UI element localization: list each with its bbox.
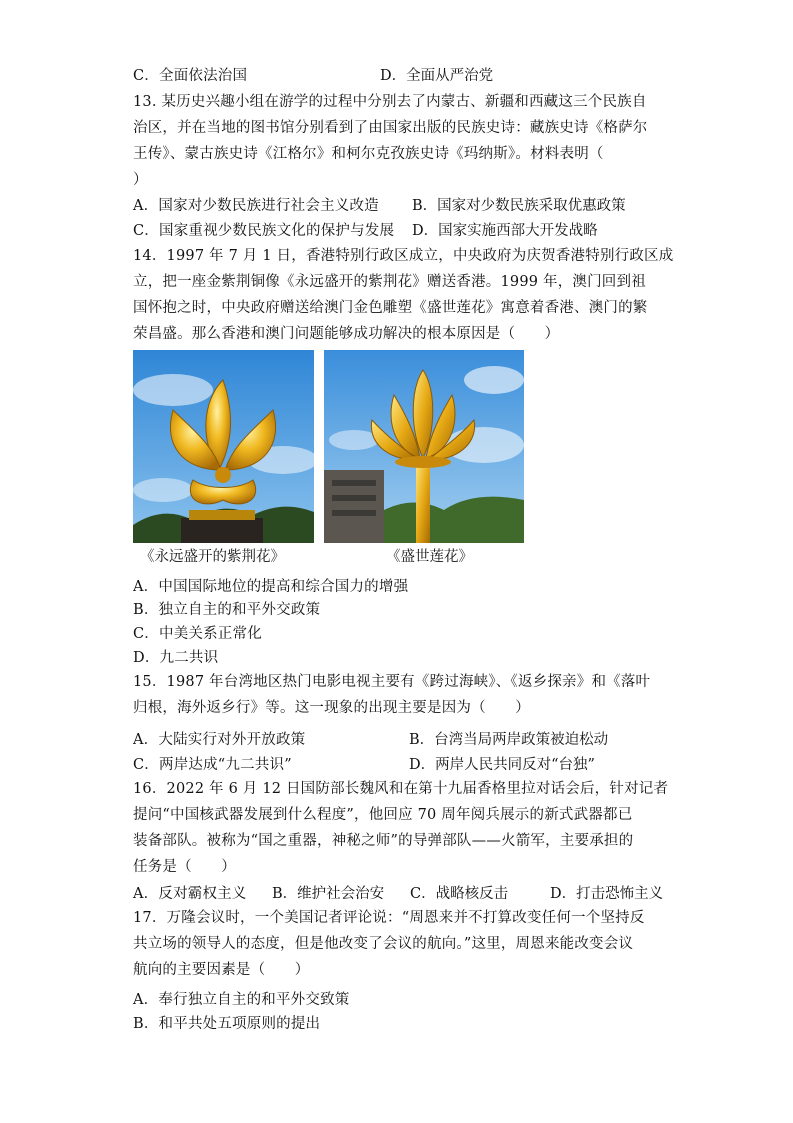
q17-option-b: B．和平共处五项原则的提出 <box>133 1016 321 1032</box>
q15-text-line-1: 15．1987 年台湾地区热门电影电视主要有《跨过海峡》、《返乡探亲》和《落叶 <box>133 674 651 690</box>
q16-text-line-4: 任务是（ ） <box>133 859 236 875</box>
q13-option-a: A．国家对少数民族进行社会主义改造 <box>133 198 379 214</box>
q16-text-line-1: 16．2022 年 6 月 12 日国防部长魏风和在第十九届香格里拉对话会后，针对记者 <box>133 781 669 797</box>
q16-option-a: A．反对霸权主义 <box>133 886 247 902</box>
q12-option-d: D．全面从严治党 <box>380 68 494 84</box>
q14-option-a: A．中国国际地位的提高和综合国力的增强 <box>133 579 409 595</box>
q16-text-line-3: 装备部队。被称为“国之重器，神秘之师”的导弹部队——火箭军，主要承担的 <box>133 833 634 849</box>
bauhinia-caption: 《永远盛开的紫荆花》 <box>140 549 285 565</box>
q17-text-line-3: 航向的主要因素是（ ） <box>133 962 310 978</box>
q13-option-d: D．国家实施西部大开发战略 <box>412 223 598 239</box>
q13-text-line-3: 王传》、蒙古族史诗《江格尔》和柯尔克孜族史诗《玛纳斯》。材料表明（ <box>133 146 604 162</box>
lotus-caption: 《盛世莲花》 <box>386 549 473 565</box>
q16-option-b: B．维护社会治安 <box>272 886 385 902</box>
q14-option-c: C．中美关系正常化 <box>133 626 262 642</box>
q13-option-b: B．国家对少数民族采取优惠政策 <box>412 198 626 214</box>
q13-option-c: C．国家重视少数民族文化的保护与发展 <box>133 223 395 239</box>
q17-text-line-1: 17．万隆会议时，一个美国记者评论说：“周恩来并不打算改变任何一个坚持反 <box>133 910 645 926</box>
q13-text-line-2: 治区，并在当地的图书馆分别看到了由国家出版的民族史诗：藏族史诗《格萨尔 <box>133 120 648 136</box>
q14-text-line-4: 荣昌盛。那么香港和澳门问题能够成功解决的根本原因是（ ） <box>133 326 560 342</box>
q17-text-line-2: 共立场的领导人的态度，但是他改变了会议的航向。”这里，周恩来能改变会议 <box>133 936 634 952</box>
q15-option-d: D．两岸人民共同反对“台独” <box>409 757 595 773</box>
q16-option-d: D．打击恐怖主义 <box>550 886 664 902</box>
q15-option-c: C．两岸达成“九二共识” <box>133 757 292 773</box>
q17-option-a: A．奉行独立自主的和平外交致策 <box>133 992 350 1008</box>
bauhinia-sculpture-photo <box>133 350 314 543</box>
q16-text-line-2: 提问“中国核武器发展到什么程度”，他回应 70 周年阅兵展示的新式武器都已 <box>133 807 633 823</box>
q14-option-d: D．九二共识 <box>133 650 219 666</box>
q16-option-c: C．战略核反击 <box>410 886 509 902</box>
q14-text-line-2: 立，把一座金紫荆铜像《永远盛开的紫荆花》赠送香港。1999 年，澳门回到祖 <box>133 274 646 290</box>
q15-option-a: A．大陆实行对外开放政策 <box>133 732 306 748</box>
lotus-sculpture-photo <box>324 350 524 543</box>
q15-option-b: B．台湾当局两岸政策被迫松动 <box>409 732 609 748</box>
q12-option-c: C．全面依法治国 <box>133 68 248 84</box>
q14-text-line-1: 14．1997 年 7 月 1 日，香港特别行政区成立，中央政府为庆贺香港特别行政区成 <box>133 248 674 264</box>
q15-text-line-2: 归根，海外返乡行》等。这一现象的出现主要是因为（ ） <box>133 700 530 716</box>
q13-text-line-1: 13. 某历史兴趣小组在游学的过程中分别去了内蒙古、新疆和西藏这三个民族自 <box>133 94 647 110</box>
q14-text-line-3: 国怀抱之时，中央政府赠送给澳门金色雕塑《盛世莲花》寓意着香港、澳门的繁 <box>133 300 648 316</box>
q14-option-b: B．独立自主的和平外交政策 <box>133 602 321 618</box>
q13-text-line-4: ） <box>133 172 148 188</box>
